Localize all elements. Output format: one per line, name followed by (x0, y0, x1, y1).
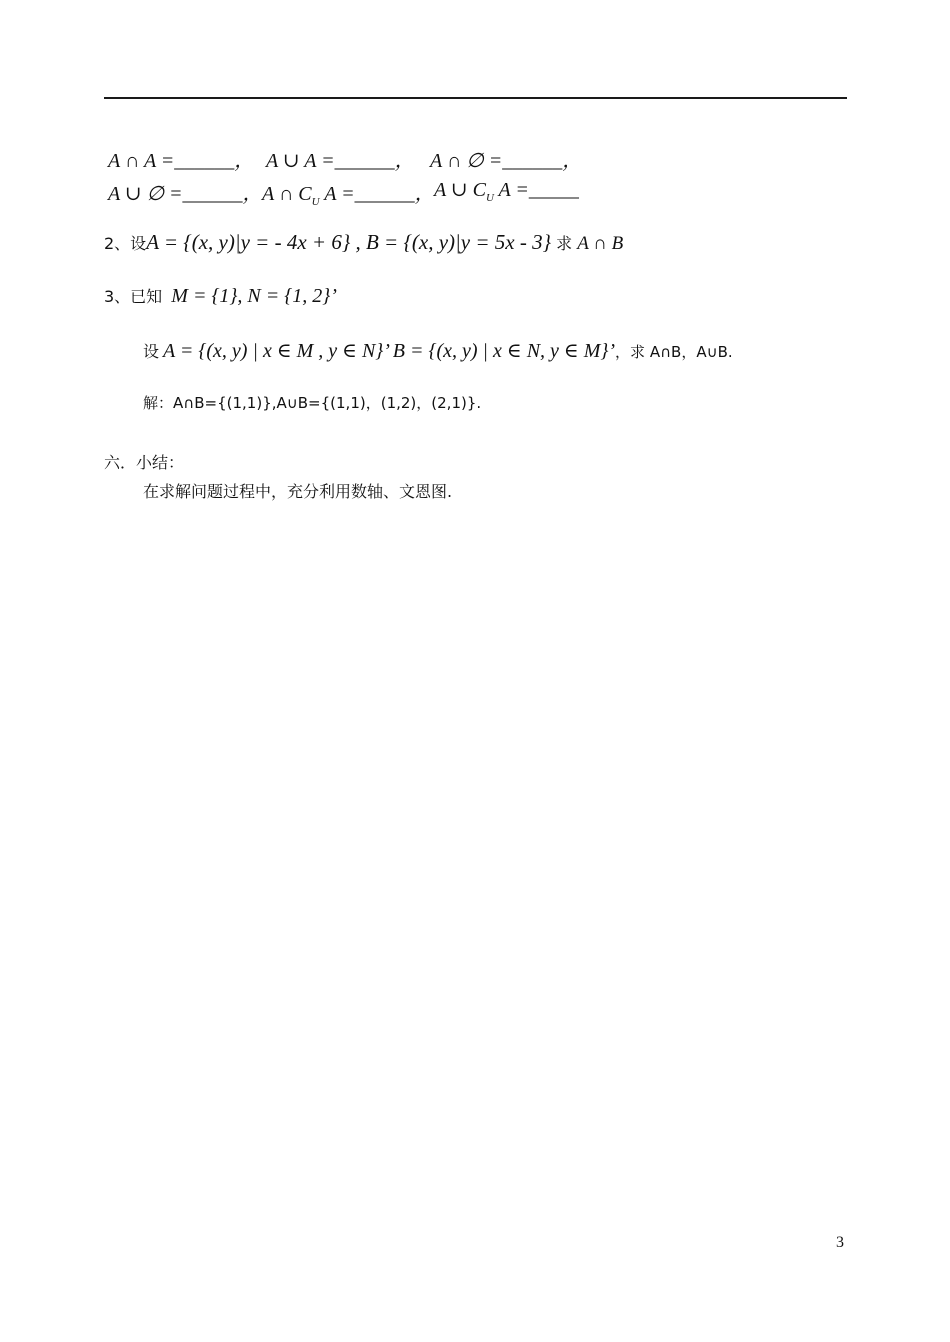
identity-intersection-complement: A ∩ $C_U$ A =______， (262, 183, 435, 208)
identity-union-complement: A ∪ $C_U$ A =_____ (434, 179, 579, 204)
summary-title: 六．小结： (104, 453, 185, 472)
identity-union-self: A ∪ A =______， (266, 150, 415, 172)
page-number: 3 (836, 1234, 844, 1251)
identity-intersection-empty: A ∩ ∅ =______， (430, 150, 583, 172)
summary-body: 在求解问题过程中，充分利用数轴、文恩图. (143, 482, 453, 501)
identity-union-empty: A ∪ ∅ =______， (108, 183, 263, 205)
question-3-answer: 解：A∩B={(1,1)},A∪B={(1,1)，(1,2)，(2,1)}. (143, 394, 482, 412)
header-rule (104, 97, 847, 99)
question-2: 2、设A = {(x, y)|y = - 4x + 6} , B = {(x, y)|y = 5x - 3} 求 A ∩ B (104, 230, 624, 254)
question-3-given: 3、已知 M = {1}, N = {1, 2}’ (104, 285, 337, 307)
question-3-sets: 设 A = {(x, y) | x ∈ M , y ∈ N}’ B = {(x, y) | x ∈ N, y ∈ M}’，求 A∩B，A∪B. (143, 340, 733, 362)
identity-intersection-self: A ∩ A =______， (108, 150, 255, 172)
